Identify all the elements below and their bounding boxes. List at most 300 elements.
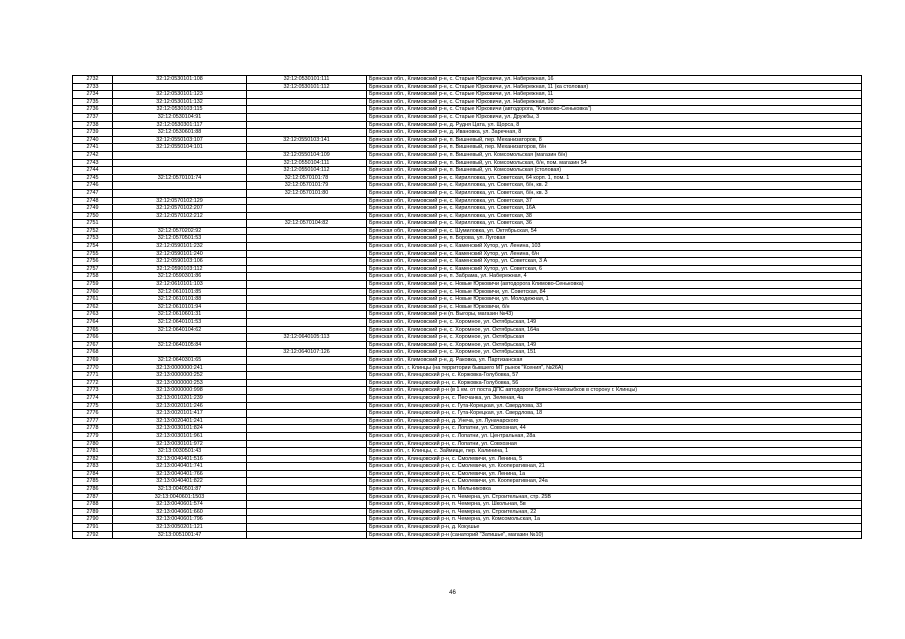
- row-number-cell: 2787: [73, 493, 113, 501]
- cadastral-number-cell: 32:12:0610601:31: [113, 311, 247, 319]
- related-cadastral-number-cell: [247, 144, 367, 152]
- table-row: [73, 349, 862, 357]
- related-cadastral-number-cell: 32:12:0550104:112: [247, 167, 367, 175]
- address-cell: Брянская обл., Климовский р-н, п. Вишневый, ул. Комсомольская (столовая): [367, 167, 862, 175]
- cadastral-number-cell: 32:12:0590101:232: [113, 243, 247, 251]
- cadastral-number-cell: [113, 83, 247, 91]
- related-cadastral-number-cell: [247, 205, 367, 213]
- data-table: [72, 75, 862, 539]
- row-number-cell: 2742: [73, 151, 113, 159]
- related-cadastral-number-cell: [247, 258, 367, 266]
- table-row: [73, 379, 862, 387]
- page-number: 46: [449, 590, 456, 596]
- related-cadastral-number-cell: 32:12:0550104:111: [247, 159, 367, 167]
- table-row: [73, 303, 862, 311]
- address-cell: Брянская обл., Климовский р-н, д. Рудня Цата, ул. Щорса, 8: [367, 121, 862, 129]
- address-cell: Брянская обл., Клинцовский р-н, с. Гута-Корецкая, ул. Свердлова, 18: [367, 410, 862, 418]
- table-row: [73, 470, 862, 478]
- table-row: [73, 258, 862, 266]
- related-cadastral-number-cell: [247, 364, 367, 372]
- address-cell: Брянская обл., Климовский р-н, с. Каменский Хутор, ул. Советская, 3 А: [367, 258, 862, 266]
- cadastral-number-cell: 32:12:0570501:53: [113, 235, 247, 243]
- address-cell: Брянская обл., Климовский р-н, с. Шумиловка, ул. Октябрьская, 54: [367, 227, 862, 235]
- address-cell: Брянская обл., Климовский р-н, с. Старые Юрковичи, ул. Дружбы, 3: [367, 113, 862, 121]
- cadastral-number-cell: 32:12:0570101:74: [113, 174, 247, 182]
- cadastral-number-cell: 32:13:0030501:43: [113, 448, 247, 456]
- table-row: [73, 524, 862, 532]
- cadastral-number-cell: 32:12:0590103:112: [113, 265, 247, 273]
- table-row: [73, 356, 862, 364]
- address-cell: Брянская обл., Клинцовский р-н, с. Смолевичи, ул. Ленина, 1а: [367, 470, 862, 478]
- address-cell: Брянская обл., Климовский р-н, с. Каменский Хутор, ул. Советская, 6: [367, 265, 862, 273]
- related-cadastral-number-cell: [247, 531, 367, 539]
- address-cell: Брянская обл., Климовский р-н, с. Кирилловка, ул. Советская, б/н, кв. 2: [367, 182, 862, 190]
- row-number-cell: 2759: [73, 281, 113, 289]
- table-row: [73, 265, 862, 273]
- address-cell: Брянская обл., Климовский р-н, с. Новые Юрковичи, ул. Молодежная, 1: [367, 296, 862, 304]
- address-cell: Брянская обл., Клинцовский р-н, с. Песчанка, ул. Зеленая, 4а: [367, 394, 862, 402]
- cadastral-number-cell: 32:13:0030101:961: [113, 432, 247, 440]
- table-row: [73, 341, 862, 349]
- table-row: [73, 129, 862, 137]
- cadastral-number-cell: 32:12:0530101:108: [113, 76, 247, 84]
- cadastral-number-cell: 32:12:0570102:207: [113, 205, 247, 213]
- table-row: [73, 159, 862, 167]
- cadastral-number-cell: 32:12:0640101:53: [113, 319, 247, 327]
- address-cell: Брянская обл., Клинцовский р-н, с. Коржовка-Голубовка, 56: [367, 379, 862, 387]
- address-cell: Брянская обл., Клинцовский р-н (санаторий "Затишье", магазин №10): [367, 531, 862, 539]
- row-number-cell: 2785: [73, 478, 113, 486]
- related-cadastral-number-cell: 32:12:0570101:79: [247, 182, 367, 190]
- related-cadastral-number-cell: [247, 425, 367, 433]
- related-cadastral-number-cell: 32:12:0640107:126: [247, 349, 367, 357]
- cadastral-number-cell: 32:13:0000000:241: [113, 364, 247, 372]
- cadastral-number-cell: 32:13:0030101:972: [113, 440, 247, 448]
- address-cell: Брянская обл., Клинцовский р-н, с. Лопатни, ул. Центральная, 28а: [367, 432, 862, 440]
- row-number-cell: 2754: [73, 243, 113, 251]
- cadastral-number-cell: 32:13:0040601:574: [113, 501, 247, 509]
- table-row: [73, 106, 862, 114]
- row-number-cell: 2753: [73, 235, 113, 243]
- address-cell: Брянская обл., Климовский р-н, с. Старые Юрковичи, ул. Набережная, 16: [367, 76, 862, 84]
- address-cell: Брянская обл., Климовский р-н, с. Новые Юрковичи, б/н: [367, 303, 862, 311]
- address-cell: Брянская обл., Климовский р-н, п. Вишневый, пер. Механизаторов, б/н: [367, 144, 862, 152]
- address-cell: Брянская обл., Клинцовский р-н, с. Смолевичи, ул. Кооперативная, 21: [367, 463, 862, 471]
- cadastral-number-cell: 32:13:0020101:417: [113, 410, 247, 418]
- cadastral-number-cell: 32:13:0020101:246: [113, 402, 247, 410]
- address-cell: Брянская обл., Климовский р-н, п. Забрама, ул. Набережная, 4: [367, 273, 862, 281]
- related-cadastral-number-cell: [247, 516, 367, 524]
- table-row: [73, 273, 862, 281]
- related-cadastral-number-cell: [247, 470, 367, 478]
- row-number-cell: 2756: [73, 258, 113, 266]
- cadastral-number-cell: 32:12:0570102:212: [113, 212, 247, 220]
- related-cadastral-number-cell: 32:12:0570101:78: [247, 174, 367, 182]
- related-cadastral-number-cell: [247, 212, 367, 220]
- table-row: [73, 121, 862, 129]
- table-row: [73, 432, 862, 440]
- row-number-cell: 2732: [73, 76, 113, 84]
- table-row: [73, 197, 862, 205]
- row-number-cell: 2769: [73, 356, 113, 364]
- cadastral-number-cell: 32:13:0020401:241: [113, 417, 247, 425]
- table-row: [73, 334, 862, 342]
- row-number-cell: 2748: [73, 197, 113, 205]
- row-number-cell: 2741: [73, 144, 113, 152]
- cadastral-number-cell: 32:12:0550104:101: [113, 144, 247, 152]
- address-cell: Брянская обл., Клинцовский р-н, с. Лопатни, ул. Совхозная: [367, 440, 862, 448]
- cadastral-number-cell: [113, 159, 247, 167]
- row-number-cell: 2749: [73, 205, 113, 213]
- row-number-cell: 2784: [73, 470, 113, 478]
- cadastral-number-cell: 32:13:0000000:998: [113, 387, 247, 395]
- related-cadastral-number-cell: [247, 463, 367, 471]
- cadastral-number-cell: 32:12:0610101:103: [113, 281, 247, 289]
- row-number-cell: 2761: [73, 296, 113, 304]
- address-cell: Брянская обл., Климовский р-н, с. Каменский Хутор, ул. Ленина, 103: [367, 243, 862, 251]
- row-number-cell: 2792: [73, 531, 113, 539]
- cadastral-number-cell: 32:12:0530103:115: [113, 106, 247, 114]
- address-cell: Брянская обл., Климовский р-н, с. Кирилловка, ул. Советская, 37: [367, 197, 862, 205]
- row-number-cell: 2739: [73, 129, 113, 137]
- table-body: [73, 76, 862, 539]
- related-cadastral-number-cell: 32:12:0530101:111: [247, 76, 367, 84]
- related-cadastral-number-cell: [247, 493, 367, 501]
- table-row: [73, 76, 862, 84]
- cadastral-number-cell: [113, 182, 247, 190]
- table-row: [73, 91, 862, 99]
- address-cell: Брянская обл., Клинцовский р-н, п. Мельниковка: [367, 486, 862, 494]
- address-cell: Брянская обл., Клинцовский р-н, д. Кокушье: [367, 524, 862, 532]
- address-cell: Брянская обл., Клинцовский р-н, с. Гута-Корецкая, ул. Свердлова, 33: [367, 402, 862, 410]
- cadastral-number-cell: 32:12:0640301:65: [113, 356, 247, 364]
- address-cell: Брянская обл., Клинцовский р-н, с. Коржовка-Голубовка, 57: [367, 372, 862, 380]
- cadastral-number-cell: [113, 151, 247, 159]
- row-number-cell: 2765: [73, 326, 113, 334]
- row-number-cell: 2737: [73, 113, 113, 121]
- table-row: [73, 417, 862, 425]
- address-cell: Брянская обл., Клинцовский р-н, п. Чемерна, ул. Строительная, стр. 25В: [367, 493, 862, 501]
- related-cadastral-number-cell: [247, 243, 367, 251]
- cadastral-number-cell: 32:12:0530601:88: [113, 129, 247, 137]
- address-cell: Брянская обл., Климовский р-н, с. Хоромное, ул. Октябрьская, 149: [367, 319, 862, 327]
- row-number-cell: 2760: [73, 288, 113, 296]
- address-cell: Брянская обл., г. Клинцы, с. Займище, пер. Калинина, 1: [367, 448, 862, 456]
- address-cell: Брянская обл., Климовский р-н, д. Ивановка, ул. Заречная, 8: [367, 129, 862, 137]
- address-cell: Брянская обл., Клинцовский р-н, с. Смолевичи, ул. Кооперативная, 24а: [367, 478, 862, 486]
- cadastral-number-cell: [113, 334, 247, 342]
- row-number-cell: 2743: [73, 159, 113, 167]
- table-row: [73, 296, 862, 304]
- related-cadastral-number-cell: [247, 448, 367, 456]
- address-cell: Брянская обл., Климовский р-н, с. Хоромное, ул. Октябрьская, 149: [367, 341, 862, 349]
- related-cadastral-number-cell: [247, 508, 367, 516]
- row-number-cell: 2779: [73, 432, 113, 440]
- related-cadastral-number-cell: [247, 341, 367, 349]
- address-cell: Брянская обл., Климовский р-н, п. Вишневый, ул. Комсомольская (магазин б/н): [367, 151, 862, 159]
- table-row: [73, 455, 862, 463]
- related-cadastral-number-cell: [247, 129, 367, 137]
- cadastral-number-cell: 32:13:0040501:87: [113, 486, 247, 494]
- cadastral-number-cell: 32:13:0050201:121: [113, 524, 247, 532]
- cadastral-number-cell: 32:13:0040401:741: [113, 463, 247, 471]
- row-number-cell: 2778: [73, 425, 113, 433]
- table-row: [73, 387, 862, 395]
- row-number-cell: 2789: [73, 508, 113, 516]
- address-cell: Брянская обл., Клинцовский р-н, п. Чемерна, ул. Строительная, 22: [367, 508, 862, 516]
- table-row: [73, 486, 862, 494]
- related-cadastral-number-cell: [247, 235, 367, 243]
- cadastral-number-cell: 32:13:0000000:253: [113, 379, 247, 387]
- row-number-cell: 2772: [73, 379, 113, 387]
- related-cadastral-number-cell: [247, 432, 367, 440]
- related-cadastral-number-cell: [247, 273, 367, 281]
- related-cadastral-number-cell: [247, 402, 367, 410]
- cadastral-number-cell: 32:13:0040601:796: [113, 516, 247, 524]
- related-cadastral-number-cell: 32:12:0570101:80: [247, 189, 367, 197]
- table-row: [73, 410, 862, 418]
- table-row: [73, 189, 862, 197]
- table-row: [73, 493, 862, 501]
- related-cadastral-number-cell: [247, 311, 367, 319]
- row-number-cell: 2786: [73, 486, 113, 494]
- related-cadastral-number-cell: [247, 319, 367, 327]
- related-cadastral-number-cell: [247, 113, 367, 121]
- row-number-cell: 2764: [73, 319, 113, 327]
- address-cell: Брянская обл., Клинцовский р-н, п. Чемерна, ул. Школьная, 5в: [367, 501, 862, 509]
- cadastral-number-cell: 32:13:0040601:660: [113, 508, 247, 516]
- related-cadastral-number-cell: [247, 326, 367, 334]
- related-cadastral-number-cell: [247, 303, 367, 311]
- table-row: [73, 516, 862, 524]
- cadastral-number-cell: 32:13:0000000:252: [113, 372, 247, 380]
- address-cell: Брянская обл., Климовский р-н, с. Старые Юрковичи, ул. Набережная, 11: [367, 91, 862, 99]
- row-number-cell: 2744: [73, 167, 113, 175]
- cadastral-number-cell: [113, 189, 247, 197]
- table-row: [73, 151, 862, 159]
- related-cadastral-number-cell: [247, 98, 367, 106]
- related-cadastral-number-cell: [247, 106, 367, 114]
- cadastral-number-cell: 32:12:0610101:88: [113, 296, 247, 304]
- address-cell: Брянская обл., Климовский р-н (п. Выгоры, магазин №43): [367, 311, 862, 319]
- cadastral-number-cell: 32:12:0550103:107: [113, 136, 247, 144]
- address-cell: Брянская обл., Климовский р-н, с. Хоромное, ул. Октябрьская: [367, 334, 862, 342]
- related-cadastral-number-cell: 32:12:0640105:113: [247, 334, 367, 342]
- row-number-cell: 2746: [73, 182, 113, 190]
- cadastral-number-cell: [113, 220, 247, 228]
- table-row: [73, 440, 862, 448]
- table-row: [73, 463, 862, 471]
- address-cell: Брянская обл., Клинцовский р-н, д. Унеча, ул. Луначарского: [367, 417, 862, 425]
- row-number-cell: 2775: [73, 402, 113, 410]
- cadastral-number-cell: 32:12:0610101:94: [113, 303, 247, 311]
- address-cell: Брянская обл., Климовский р-н, д. Раковка, ул. Партизанская: [367, 356, 862, 364]
- address-cell: Брянская обл., Климовский р-н, п. Вишневый, ул. Комсомольская, б/н, пом. магазин 54: [367, 159, 862, 167]
- cadastral-number-cell: 32:13:0040401:766: [113, 470, 247, 478]
- table-row: [73, 372, 862, 380]
- address-cell: Брянская обл., Климовский р-н, с. Старые Юрковичи (автодорога, "Климово-Сеньковка"): [367, 106, 862, 114]
- row-number-cell: 2752: [73, 227, 113, 235]
- row-number-cell: 2773: [73, 387, 113, 395]
- table-row: [73, 448, 862, 456]
- related-cadastral-number-cell: [247, 440, 367, 448]
- row-number-cell: 2782: [73, 455, 113, 463]
- cadastral-number-cell: 32:13:0010201:239: [113, 394, 247, 402]
- related-cadastral-number-cell: [247, 296, 367, 304]
- row-number-cell: 2790: [73, 516, 113, 524]
- related-cadastral-number-cell: 32:12:0550104:109: [247, 151, 367, 159]
- related-cadastral-number-cell: [247, 394, 367, 402]
- row-number-cell: 2763: [73, 311, 113, 319]
- row-number-cell: 2757: [73, 265, 113, 273]
- related-cadastral-number-cell: 32:12:0570104:82: [247, 220, 367, 228]
- table-row: [73, 83, 862, 91]
- table-row: [73, 425, 862, 433]
- table-row: [73, 250, 862, 258]
- row-number-cell: 2751: [73, 220, 113, 228]
- table-row: [73, 235, 862, 243]
- cadastral-number-cell: 32:12:0610101:85: [113, 288, 247, 296]
- row-number-cell: 2736: [73, 106, 113, 114]
- table-row: [73, 311, 862, 319]
- row-number-cell: 2740: [73, 136, 113, 144]
- related-cadastral-number-cell: [247, 265, 367, 273]
- cadastral-number-cell: 32:13:0051001:47: [113, 531, 247, 539]
- address-cell: Брянская обл., г. Клинцы (на территории бывшего МТ рынок "Ксения", №26А): [367, 364, 862, 372]
- address-cell: Брянская обл., Климовский р-н, с. Кирилловка, ул. Советская, б/н, кв. 3: [367, 189, 862, 197]
- row-number-cell: 2750: [73, 212, 113, 220]
- cadastral-number-cell: 32:12:0640105:84: [113, 341, 247, 349]
- row-number-cell: 2771: [73, 372, 113, 380]
- related-cadastral-number-cell: [247, 455, 367, 463]
- row-number-cell: 2734: [73, 91, 113, 99]
- table-row: [73, 402, 862, 410]
- address-cell: Брянская обл., Климовский р-н, с. Кирилловка, ул. Советская, 38: [367, 212, 862, 220]
- cadastral-number-cell: 32:12:0590103:106: [113, 258, 247, 266]
- address-cell: Брянская обл., Клинцовский р-н (в 1 км. от поста ДПС автодороги Брянск-Новозыбков в сторону г. Клинцы): [367, 387, 862, 395]
- row-number-cell: 2766: [73, 334, 113, 342]
- address-cell: Брянская обл., Клинцовский р-н, п. Чемерна, ул. Комсомольская, 1а: [367, 516, 862, 524]
- table-row: [73, 174, 862, 182]
- related-cadastral-number-cell: [247, 417, 367, 425]
- related-cadastral-number-cell: [247, 410, 367, 418]
- table-row: [73, 364, 862, 372]
- related-cadastral-number-cell: [247, 281, 367, 289]
- table-row: [73, 243, 862, 251]
- row-number-cell: 2733: [73, 83, 113, 91]
- related-cadastral-number-cell: [247, 372, 367, 380]
- table-row: [73, 167, 862, 175]
- table-row: [73, 394, 862, 402]
- related-cadastral-number-cell: [247, 250, 367, 258]
- cadastral-number-cell: 32:13:0040601:1503: [113, 493, 247, 501]
- row-number-cell: 2735: [73, 98, 113, 106]
- address-cell: Брянская обл., Климовский р-н, с. Старые Юрковичи, ул. Набережная, 11 (ка столовая): [367, 83, 862, 91]
- row-number-cell: 2747: [73, 189, 113, 197]
- related-cadastral-number-cell: [247, 227, 367, 235]
- table-row: [73, 478, 862, 486]
- table-row: [73, 113, 862, 121]
- address-cell: Брянская обл., Клинцовский р-н, с. Смолевичи, ул. Ленина, 5: [367, 455, 862, 463]
- row-number-cell: 2768: [73, 349, 113, 357]
- related-cadastral-number-cell: [247, 356, 367, 364]
- related-cadastral-number-cell: [247, 501, 367, 509]
- related-cadastral-number-cell: [247, 197, 367, 205]
- table-row: [73, 326, 862, 334]
- cadastral-number-cell: 32:12:0590101:240: [113, 250, 247, 258]
- address-cell: Брянская обл., Климовский р-н, с. Новые Юрковичи (автодорога Климово-Сеньковка): [367, 281, 862, 289]
- related-cadastral-number-cell: [247, 91, 367, 99]
- table-row: [73, 281, 862, 289]
- row-number-cell: 2776: [73, 410, 113, 418]
- table-row: [73, 288, 862, 296]
- row-number-cell: 2774: [73, 394, 113, 402]
- cadastral-number-cell: 32:13:0030101:824: [113, 425, 247, 433]
- cadastral-number-cell: 32:12:0640104:62: [113, 326, 247, 334]
- cadastral-number-cell: 32:13:0040401:822: [113, 478, 247, 486]
- related-cadastral-number-cell: [247, 486, 367, 494]
- address-cell: Брянская обл., Климовский р-н, п. Вишневый, пер. Механизаторов, 8: [367, 136, 862, 144]
- related-cadastral-number-cell: [247, 121, 367, 129]
- table-row: [73, 212, 862, 220]
- table-row: [73, 220, 862, 228]
- related-cadastral-number-cell: [247, 288, 367, 296]
- table-row: [73, 531, 862, 539]
- cadastral-number-cell: 32:12:0530104:91: [113, 113, 247, 121]
- table-row: [73, 508, 862, 516]
- row-number-cell: 2791: [73, 524, 113, 532]
- related-cadastral-number-cell: [247, 387, 367, 395]
- related-cadastral-number-cell: 32:12:0530101:112: [247, 83, 367, 91]
- cadastral-number-cell: 32:12:0570202:92: [113, 227, 247, 235]
- address-cell: Брянская обл., Климовский р-н, с. Новые Юрковичи, ул. Советская, 84: [367, 288, 862, 296]
- cadastral-number-cell: 32:12:0570102:129: [113, 197, 247, 205]
- address-cell: Брянская обл., Климовский р-н, с. Старые Юрковичи, ул. Набережная, 10: [367, 98, 862, 106]
- row-number-cell: 2767: [73, 341, 113, 349]
- row-number-cell: 2758: [73, 273, 113, 281]
- cadastral-number-cell: 32:12:0530101:123: [113, 91, 247, 99]
- address-cell: Брянская обл., Клинцовский р-н, с. Лопатни, ул. Совхозная, 44: [367, 425, 862, 433]
- table-row: [73, 501, 862, 509]
- address-cell: Брянская обл., Климовский р-н, с. Кирилловка, ул. Советская, 64 корп. 1, пом. 1: [367, 174, 862, 182]
- table-row: [73, 98, 862, 106]
- row-number-cell: 2777: [73, 417, 113, 425]
- cadastral-number-cell: 32:13:0040401:516: [113, 455, 247, 463]
- address-cell: Брянская обл., Климовский р-н, п. Борова, ул. Луговая: [367, 235, 862, 243]
- address-cell: Брянская обл., Климовский р-н, с. Каменский Хутор, ул. Ленина, б/н: [367, 250, 862, 258]
- table-row: [73, 144, 862, 152]
- table-row: [73, 205, 862, 213]
- row-number-cell: 2762: [73, 303, 113, 311]
- related-cadastral-number-cell: [247, 478, 367, 486]
- row-number-cell: 2738: [73, 121, 113, 129]
- cadastral-number-cell: 32:12:0590301:86: [113, 273, 247, 281]
- related-cadastral-number-cell: [247, 379, 367, 387]
- address-cell: Брянская обл., Климовский р-н, с. Кирилловка, ул. Советская, 16А: [367, 205, 862, 213]
- row-number-cell: 2745: [73, 174, 113, 182]
- row-number-cell: 2783: [73, 463, 113, 471]
- address-cell: Брянская обл., Климовский р-н, с. Кирилловка, ул. Советская, 36: [367, 220, 862, 228]
- row-number-cell: 2781: [73, 448, 113, 456]
- related-cadastral-number-cell: [247, 524, 367, 532]
- related-cadastral-number-cell: 32:12:0550103:141: [247, 136, 367, 144]
- address-cell: Брянская обл., Климовский р-н, с. Хоромное, ул. Октябрьская, 164а: [367, 326, 862, 334]
- table-row: [73, 136, 862, 144]
- cadastral-number-cell: 32:12:0530101:132: [113, 98, 247, 106]
- address-cell: Брянская обл., Климовский р-н, с. Хоромное, ул. Октябрьская, 151: [367, 349, 862, 357]
- cadastral-number-cell: [113, 349, 247, 357]
- table-row: [73, 182, 862, 190]
